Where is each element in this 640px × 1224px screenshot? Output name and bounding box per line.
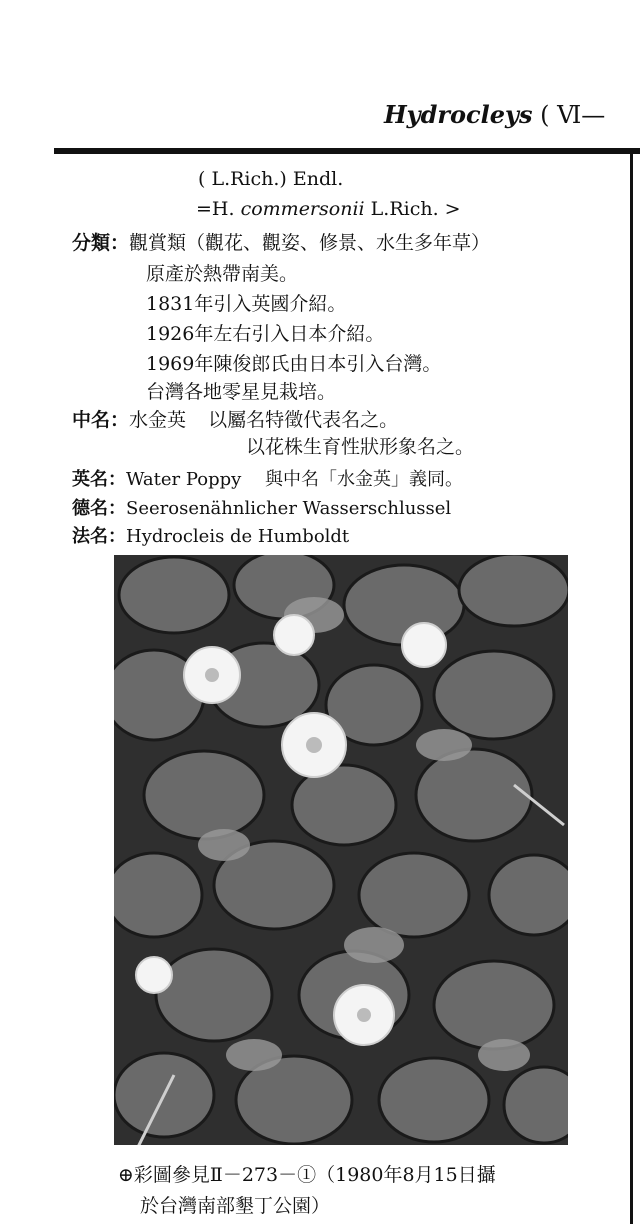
authority-line: ( L.Rich.) Endl. xyxy=(198,168,344,190)
english-name-value: Water Poppy xyxy=(126,469,242,490)
english-name-label: 英名： xyxy=(72,469,126,490)
synonym-line xyxy=(196,198,461,220)
english-name-row xyxy=(72,465,463,491)
classification-note: 1926年左右引入日本介紹。 xyxy=(146,323,385,345)
chinese-name-note: 以屬名特徵代表名之。 xyxy=(208,409,399,431)
classification-value: 觀賞類（觀花、觀姿、修景、水生多年草） xyxy=(129,232,491,254)
french-name-label: 法名： xyxy=(72,526,126,547)
volume-marker: ( Ⅵ— xyxy=(540,101,606,129)
genus-title: Hydrocleys xyxy=(384,100,533,129)
german-name-row xyxy=(72,494,451,520)
plant-photo xyxy=(114,555,568,1145)
synonym-epithet: commersonii xyxy=(240,198,365,220)
classification-note: 原產於熱帶南美。 xyxy=(146,263,299,285)
column-rule xyxy=(630,148,633,1224)
chinese-name-note: 以花株生育性狀形象名之。 xyxy=(246,436,475,458)
classification-note: 1969年陳俊郎氏由日本引入台灣。 xyxy=(146,353,442,375)
classification-label: 分類： xyxy=(72,232,130,254)
plant-photo-image xyxy=(114,555,568,1145)
classification-note: 台灣各地零星見栽培。 xyxy=(146,381,337,403)
synonym-prefix: =H. xyxy=(196,198,235,220)
classification-row xyxy=(72,228,490,255)
french-name-value: Hydrocleis de Humboldt xyxy=(126,526,350,547)
page-header xyxy=(384,100,605,129)
header-rule xyxy=(54,148,640,154)
chinese-name-row xyxy=(72,405,398,432)
classification-note: 1831年引入英國介紹。 xyxy=(146,293,347,315)
german-name-value: Seerosenähnlicher Wasserschlussel xyxy=(126,498,452,519)
chinese-name-label: 中名： xyxy=(72,409,130,431)
synonym-suffix: L.Rich. > xyxy=(370,198,461,220)
chinese-name-value: 水金英 xyxy=(129,409,187,431)
photo-caption: ⊕彩圖參見Ⅱ－273－①（1980年8月15日攝 xyxy=(118,1164,496,1186)
german-name-label: 德名： xyxy=(72,498,126,519)
french-name-row xyxy=(72,522,349,548)
photo-caption-continued: 於台灣南部墾丁公園） xyxy=(140,1195,331,1217)
english-name-note: 與中名「水金英」義同。 xyxy=(265,469,464,490)
